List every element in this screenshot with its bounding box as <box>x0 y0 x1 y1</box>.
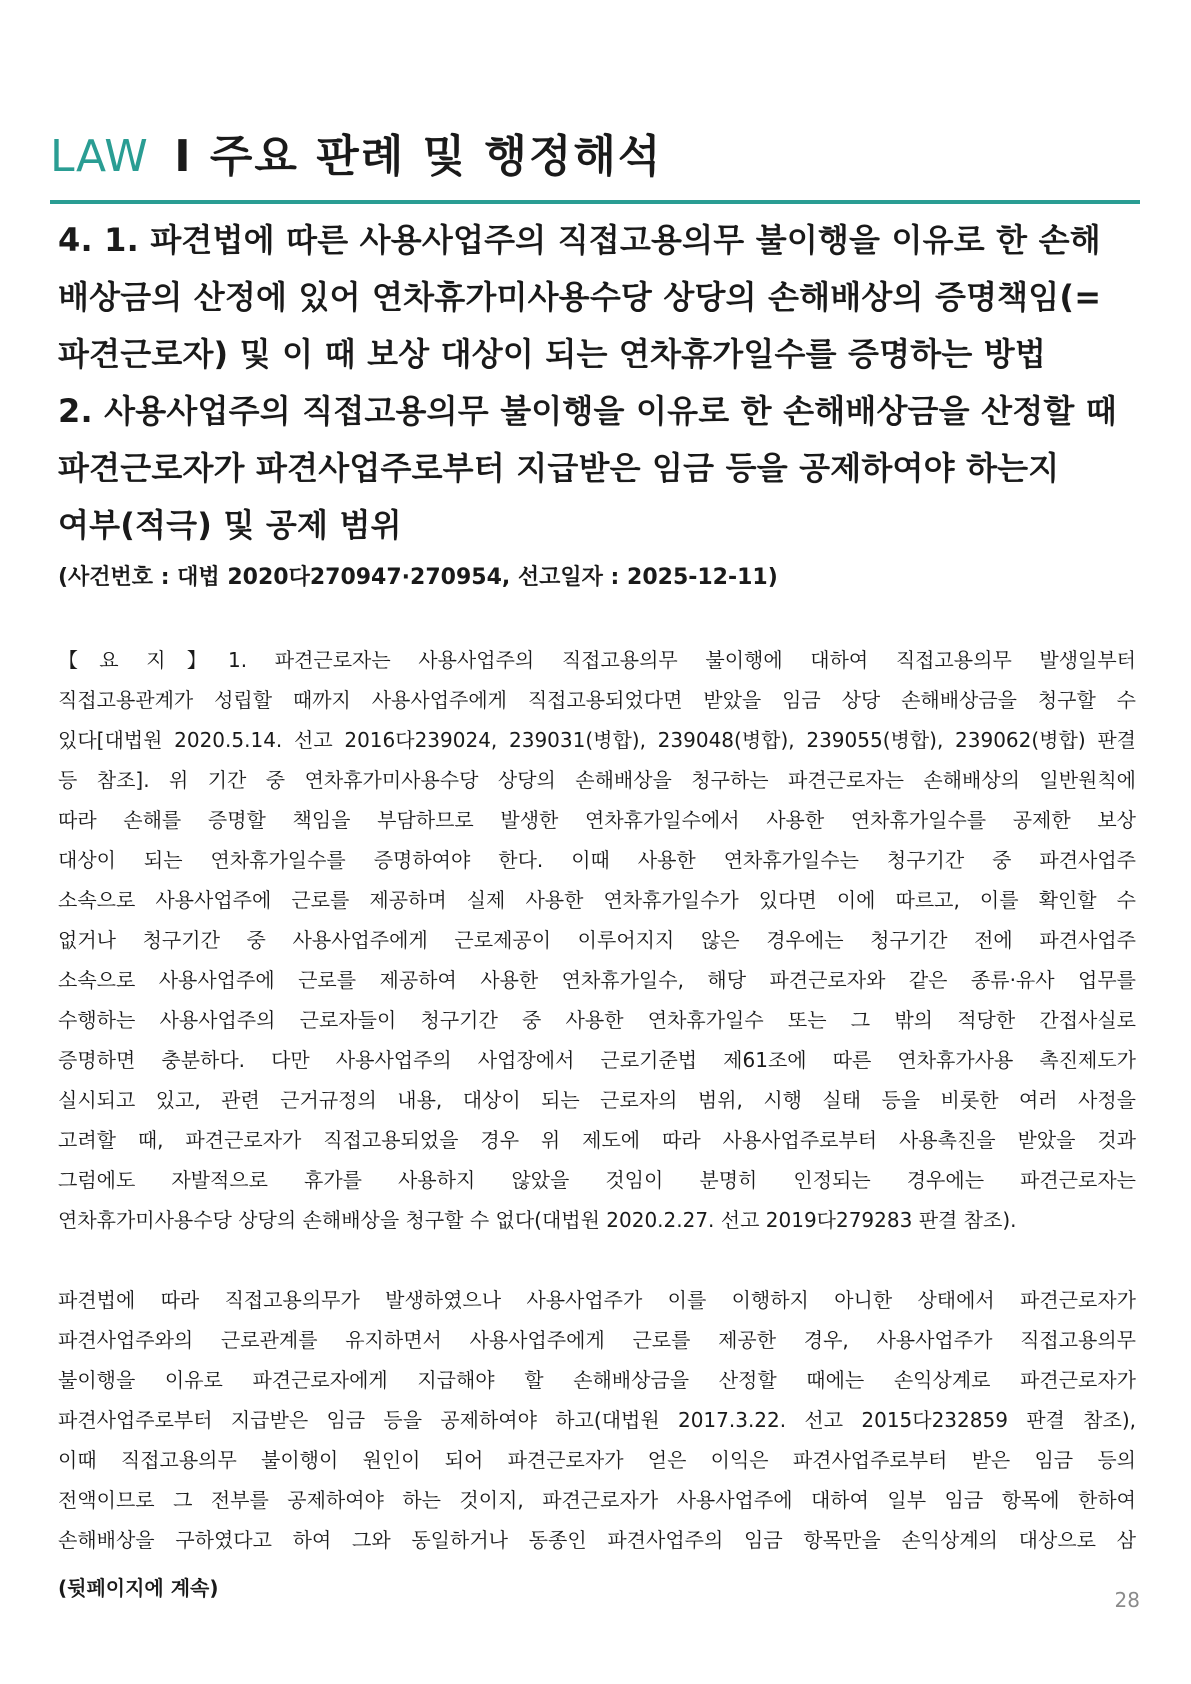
paragraph-line: 파견법에 따라 직접고용의무가 발생하였으나 사용사업주가 이를 이행하지 아니한 상태에서 파견근로자가 <box>58 1288 1136 1312</box>
paragraph-line: 소속으로 사용사업주에 근로를 제공하여 사용한 연차휴가일수, 해당 파견근로자와 같은 종류·유사 업무를 <box>58 968 1136 992</box>
summary-paragraph <box>58 640 1136 1240</box>
section-title: I 주요 판례 및 행정해석 <box>174 131 663 182</box>
paragraph-line: 고려할 때, 파견근로자가 직접고용되었을 경우 위 제도에 따라 사용사업주로부터 사용촉진을 받았을 것과 <box>58 1128 1136 1152</box>
paragraph-line: 연차휴가미사용수당 상당의 손해배상을 청구할 수 없다(대법원 2020.2.27. 선고 2019다279283 판결 참조). <box>58 1208 1017 1232</box>
paragraph-line: 파견사업주와의 근로관계를 유지하면서 사용사업주에게 근로를 제공한 경우, 사용사업주가 직접고용의무 <box>58 1328 1136 1352</box>
second-paragraph <box>58 1280 1136 1560</box>
paragraph-line: 없거나 청구기간 중 사용사업주에게 근로제공이 이루어지지 않은 경우에는 청구기간 전에 파견사업주 <box>58 928 1136 952</box>
paragraph-line: 파견사업주로부터 지급받은 임금 등을 공제하여야 하고(대법원 2017.3.22. 선고 2015다232859 판결 참조), <box>58 1408 1136 1432</box>
paragraph-line: 대상이 되는 연차휴가일수를 증명하여야 한다. 이때 사용한 연차휴가일수는 청구기간 중 파견사업주 <box>58 848 1136 872</box>
paragraph-line: 이때 직접고용의무 불이행이 원인이 되어 파견근로자가 얻은 이익은 파견사업주로부터 받은 임금 등의 <box>58 1448 1136 1472</box>
paragraph-line: 증명하면 충분하다. 다만 사용사업주의 사업장에서 근로기준법 제61조에 따른 연차휴가사용 촉진제도가 <box>58 1048 1136 1072</box>
paragraph-line: 있다[대법원 2020.5.14. 선고 2016다239024, 239031(병합), 239048(병합), 239055(병합), 239062(병합) 판결 <box>58 728 1136 752</box>
continued-note: (뒷페이지에 계속) <box>58 1576 219 1600</box>
paragraph-line: 직접고용관계가 성립할 때까지 사용사업주에게 직접고용되었다면 받았을 임금 상당 손해배상금을 청구할 수 <box>58 688 1136 712</box>
paragraph-line: 전액이므로 그 전부를 공제하여야 하는 것이지, 파견근로자가 사용사업주에 대하여 일부 임금 항목에 한하여 <box>58 1488 1136 1512</box>
paragraph-line: 실시되고 있고, 관련 근거규정의 내용, 대상이 되는 근로자의 범위, 시행 실태 등을 비롯한 여러 사정을 <box>58 1088 1136 1112</box>
case-title-line: 파견근로자가 파견사업주로부터 지급받은 임금 등을 공제하여야 하는지 <box>58 449 1060 487</box>
paragraph-line: 등 참조]. 위 기간 중 연차휴가미사용수당 상당의 손해배상을 청구하는 파견근로자는 손해배상의 일반원칙에 <box>58 768 1136 792</box>
paragraph-line: 그럼에도 자발적으로 휴가를 사용하지 않았을 것임이 분명히 인정되는 경우에는 파견근로자는 <box>58 1168 1136 1192</box>
case-number-and-date: (사건번호 : 대법 2020다270947·270954, 선고일자 : 2025-12-11) <box>58 565 778 590</box>
paragraph-line: 불이행을 이유로 파견근로자에게 지급해야 할 손해배상금을 산정할 때에는 손익상계로 파견근로자가 <box>58 1368 1136 1392</box>
page-header <box>50 120 1140 204</box>
paragraph-line: 수행하는 사용사업주의 근로자들이 청구기간 중 사용한 연차휴가일수 또는 그 밖의 적당한 간접사실로 <box>58 1008 1136 1032</box>
case-title-line: 2. 사용사업주의 직접고용의무 불이행을 이유로 한 손해배상금을 산정할 때 <box>58 392 1117 430</box>
paragraph-line: 따라 손해를 증명할 책임을 부담하므로 발생한 연차휴가일수에서 사용한 연차휴가일수를 공제한 보상 <box>58 808 1136 832</box>
page-number: 28 <box>1114 1588 1140 1612</box>
header-divider <box>50 200 1140 204</box>
paragraph-line: 【요 지】1. 파견근로자는 사용사업주의 직접고용의무 불이행에 대하여 직접고용의무 발생일부터 <box>58 648 1136 672</box>
paragraph-line: 손해배상을 구하였다고 하여 그와 동일하거나 동종인 파견사업주의 임금 항목만을 손익상계의 대상으로 삼 <box>58 1528 1136 1552</box>
case-title-line: 배상금의 산정에 있어 연차휴가미사용수당 상당의 손해배상의 증명책임(= <box>58 278 1102 316</box>
law-label: LAW <box>50 131 149 182</box>
header-title-row <box>50 120 1140 200</box>
case-title <box>58 212 1138 554</box>
case-title-line: 파견근로자) 및 이 때 보상 대상이 되는 연차휴가일수를 증명하는 방법 <box>58 335 1047 373</box>
paragraph-line: 소속으로 사용사업주에 근로를 제공하며 실제 사용한 연차휴가일수가 있다면 이에 따르고, 이를 확인할 수 <box>58 888 1136 912</box>
case-title-line: 여부(적극) 및 공제 범위 <box>58 506 402 544</box>
case-title-line: 4. 1. 파견법에 따른 사용사업주의 직접고용의무 불이행을 이유로 한 손해 <box>58 221 1101 259</box>
